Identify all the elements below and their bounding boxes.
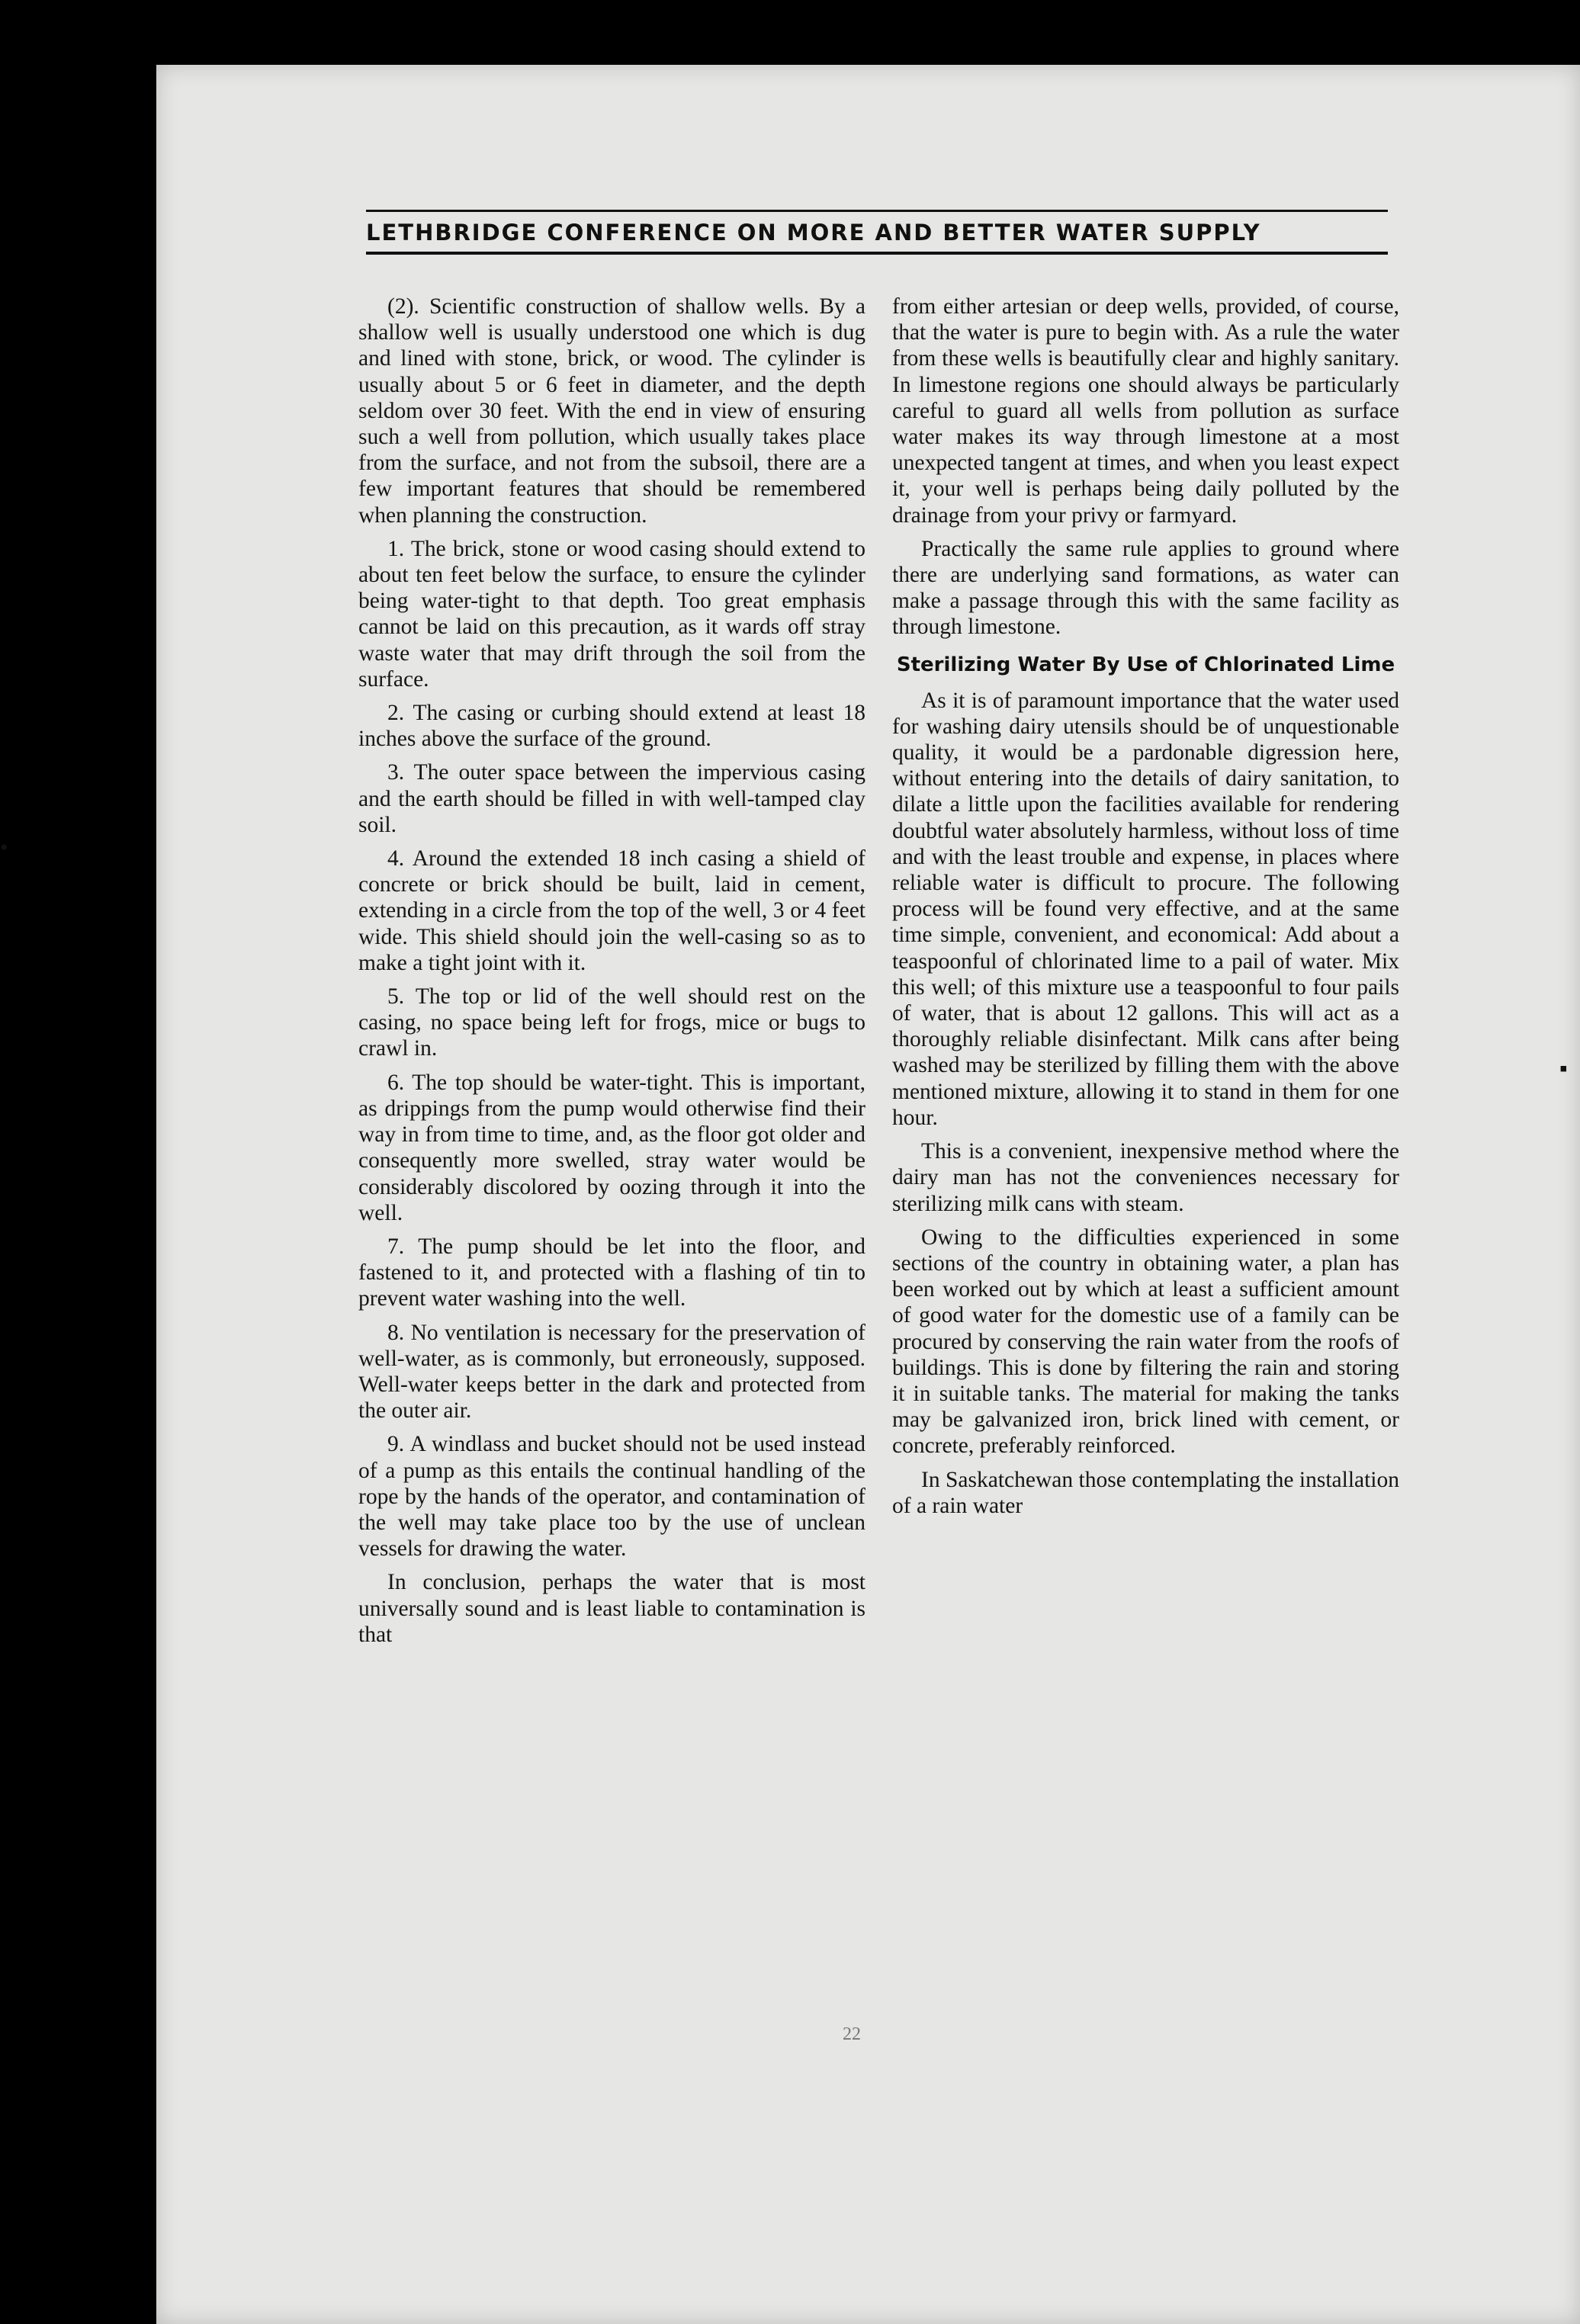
scanned-page bbox=[0, 65, 1580, 2324]
section-heading: Sterilizing Water By Use of Chlorinated Lime bbox=[896, 653, 1395, 676]
list-item: 8. No ventilation is necessary for the preservation of well-water, as is commonly, but erroneously, supposed. Well-water keeps better in the dark and protected from the outer air. bbox=[358, 1320, 865, 1424]
left-column bbox=[358, 294, 865, 1655]
scan-speck: ▪ bbox=[1559, 1056, 1568, 1081]
list-item: 7. The pump should be let into the floor, and fastened to it, and protected with a flashing of tin to prevent water washing into the well. bbox=[358, 1234, 865, 1311]
list-item: 3. The outer space between the impervious casing and the earth should be filled in with well-tamped clay soil. bbox=[358, 760, 865, 837]
paragraph: Practically the same rule applies to ground where there are underlying sand formations, as water can make a passage through this with the same facility as through limestone. bbox=[892, 536, 1399, 640]
paragraph-continued: from either artesian or deep wells, provided, of course, that the water is pure to begin with. As a rule the water from these wells is beautifully clear and highly sanitary. In limestone regions one should always be particularly careful to guard all wells from pollution as surface water makes its way through limestone at a most unexpected tangent at times, and when you least expect it, your well is perhaps being daily polluted by the drainage from your privy or farmyard. bbox=[892, 294, 1399, 528]
running-header bbox=[366, 210, 1388, 255]
list-item: 6. The top should be water-tight. This is important, as drippings from the pump would otherwise find their way in from time to time, and, as the floor got older and consequently more swelled, stray water would be considerably discolored by oozing through it into the well. bbox=[358, 1070, 865, 1225]
paragraph: In Saskatchewan those contemplating the installation of a rain water bbox=[892, 1467, 1399, 1518]
paragraph: As it is of paramount importance that the water used for washing dairy utensils should be of unquestionable quality, it would be a pardonable digression here, without entering into the details of dairy sanitation, to dilate a little upon the facilities available for rendering doubtful water absolutely harmless, without loss of time and with the least trouble and expense, in places where reliable water is difficult to procure. The following process will be found very effective, and at the same time simple, convenient, and economical: Add about a teaspoonful of chlorinated lime to a pail of water. Mix this well; of this mixture use a teaspoonful to four pails of water, that is about 12 gallons. This will act as a thoroughly reliable disinfectant. Milk cans after being washed may be sterilized by filling them with the above mentioned mixture, allowing it to stand in them for one hour. bbox=[892, 688, 1399, 1130]
page-number: 22 bbox=[843, 2024, 861, 2044]
list-item: 5. The top or lid of the well should rest on the casing, no space being left for frogs, mice or bugs to crawl in. bbox=[358, 984, 865, 1061]
list-item: 1. The brick, stone or wood casing should extend to about ten feet below the surface, to ensure the cylinder being water-tight to that depth. Too great emphasis cannot be laid on this precaution, as it wards off stray waste water that may drift through the soil from the surface. bbox=[358, 536, 865, 692]
paragraph: This is a convenient, inexpensive method where the dairy man has not the conveniences necessary for sterilizing milk cans with steam. bbox=[892, 1139, 1399, 1216]
list-item: 9. A windlass and bucket should not be used instead of a pump as this entails the continual handling of the rope by the hands of the operator, and contamination of the well may take place too by the use of unclean vessels for drawing the water. bbox=[358, 1432, 865, 1562]
header-title: LETHBRIDGE CONFERENCE ON MORE AND BETTER WATER SUPPLY bbox=[366, 220, 1261, 246]
header-rule-bottom bbox=[366, 252, 1388, 255]
scan-speck: • bbox=[0, 835, 8, 860]
list-item: 2. The casing or curbing should extend at least 18 inches above the surface of the ground. bbox=[358, 701, 865, 752]
paragraph: Owing to the difficulties experienced in some sections of the country in obtaining water, a plan has been worked out by which at least a sufficient amount of good water for the domestic use of a family can be procured by conserving the rain water from the roofs of buildings. This is done by filtering the rain and storing it in suitable tanks. The material for making the tanks may be galvanized iron, brick lined with cement, or concrete, preferably reinforced. bbox=[892, 1225, 1399, 1459]
header-rule-top bbox=[366, 210, 1388, 212]
paragraph: (2). Scientific construction of shallow wells. By a shallow well is usually understood one which is dug and lined with stone, brick, or wood. The cylinder is usually about 5 or 6 feet in diameter, and the depth seldom over 30 feet. With the end in view of ensuring such a well from pollution, which usually takes place from the surface, and not from the subsoil, there are a few important features that should be remembered when planning the construction. bbox=[358, 294, 865, 528]
paragraph: In conclusion, perhaps the water that is most universally sound and is least liable to contamination is that bbox=[358, 1570, 865, 1647]
list-item: 4. Around the extended 18 inch casing a shield of concrete or brick should be built, laid in cement, extending in a circle from the top of the well, 3 or 4 feet wide. This shield should join the well-casing so as to make a tight joint with it. bbox=[358, 846, 865, 975]
right-column bbox=[892, 294, 1399, 1526]
